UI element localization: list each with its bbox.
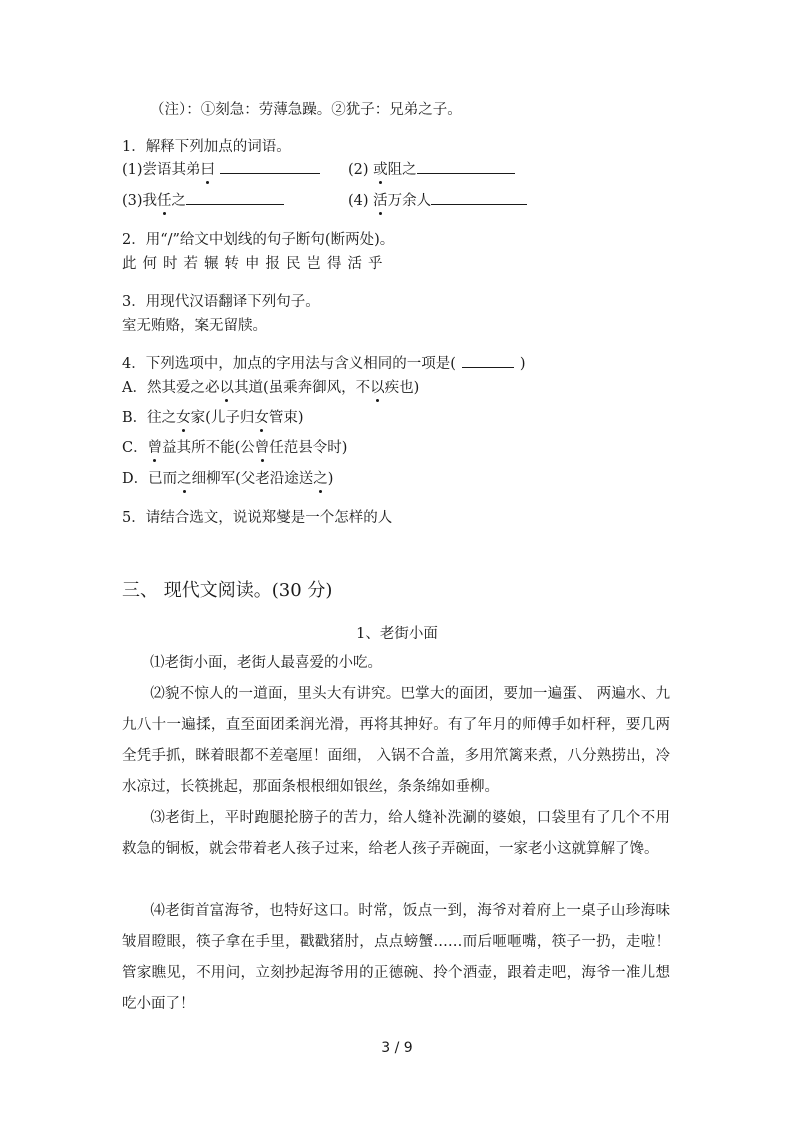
article-paragraph-4 bbox=[122, 896, 670, 1020]
dotted-word: 女 bbox=[254, 410, 269, 426]
option-text: D．已而 bbox=[122, 471, 178, 487]
option-text: C． bbox=[122, 440, 148, 456]
answer-blank[interactable] bbox=[462, 352, 514, 368]
question-2-sentence: 此何时若辗转申报民岂得活乎 bbox=[122, 256, 389, 272]
question-1-item-1 bbox=[122, 158, 320, 180]
dotted-word: 以 bbox=[370, 380, 385, 396]
item-number: (1) bbox=[122, 162, 143, 178]
option-b[interactable] bbox=[122, 408, 304, 428]
question-4-title bbox=[122, 352, 526, 374]
answer-blank[interactable] bbox=[186, 189, 284, 205]
item-text: 万余人 bbox=[387, 193, 432, 209]
article-paragraph-2 bbox=[122, 679, 670, 803]
item-number: (3)我 bbox=[122, 193, 158, 209]
item-text: 阻之 bbox=[387, 162, 417, 178]
question-1-item-3 bbox=[122, 189, 284, 211]
option-a[interactable] bbox=[122, 378, 419, 398]
annotation-note: （注）：①刻急：劳薄急躁。②犹子：兄弟之子。 bbox=[150, 102, 462, 118]
option-text: 益其所不能(公 bbox=[162, 440, 255, 456]
question-1-item-2 bbox=[348, 158, 515, 180]
option-d[interactable] bbox=[122, 469, 333, 489]
dotted-word: 女 bbox=[176, 410, 191, 426]
question-1-title: 1．解释下列加点的词语。 bbox=[122, 139, 291, 155]
item-number: (2) bbox=[348, 162, 374, 178]
option-text: A．然其爱之必 bbox=[122, 380, 220, 396]
dotted-word: 以 bbox=[219, 380, 234, 396]
question-1-item-4 bbox=[348, 189, 527, 211]
question-3-title: 3．用现代汉语翻译下列句子。 bbox=[122, 294, 320, 310]
option-text: ) bbox=[327, 471, 334, 487]
answer-blank[interactable] bbox=[220, 158, 320, 174]
option-text: B．往之 bbox=[122, 410, 177, 426]
dotted-word: 曰 bbox=[200, 162, 216, 178]
paragraph-text: ⑴老街小面，老街人最喜爱的小吃。 bbox=[150, 655, 382, 671]
question-4-stem-end: ) bbox=[519, 356, 526, 372]
paragraph-text: ⑷老街首富海爷，也特好这口。时常，饭点一到，海爷对着府上一桌子山珍海味皱眉瞪眼，筷子拿在手里，戳戳猪肘，点点螃蟹……而后咂咂嘴，筷子一扔，走啦！ 管家瞧见，不用问，立刻抄起海爷用的正德碗、拎个酒壶，跟着走吧，海爷一准儿想吃小面了！ bbox=[122, 903, 670, 1012]
question-5-title: 5．请结合选文，说说郑燮是一个怎样的人 bbox=[122, 510, 393, 526]
paragraph-text: ⑵貌不惊人的一道面，里头大有讲究。巴掌大的面团，要加一遍蛋、 两遍水、九九八十一遍揉，直至面团柔润光滑，再将其抻好。有了年月的师傅手如杆秤，要几两全凭手抓，眯着眼都不差毫厘！面细， 入锅不合盖，多用笊篱来煮，八分熟捞出，冷水凉过，长筷挑起，那面条根根细如银丝，条条绵如垂柳。 bbox=[122, 686, 670, 795]
option-text: 疾也) bbox=[384, 380, 420, 396]
page-number: 3 / 9 bbox=[381, 1040, 413, 1056]
question-3-sentence: 室无贿赂，案无留牍。 bbox=[122, 318, 267, 334]
dotted-word: 曾 bbox=[254, 440, 270, 456]
question-4-stem: 4．下列选项中，加点的字用法与含义相同的一项是( bbox=[122, 356, 456, 372]
item-number: (4) bbox=[348, 193, 374, 209]
option-text: 其道(虽乘奔御风，不 bbox=[233, 380, 371, 396]
section-3-heading: 三、 现代文阅读。(30 分) bbox=[122, 580, 333, 601]
article-paragraph-1 bbox=[122, 648, 670, 679]
option-c[interactable] bbox=[122, 438, 347, 458]
dotted-word: 活 bbox=[373, 193, 388, 209]
option-text: 家(儿子归 bbox=[190, 410, 255, 426]
option-text: 管束) bbox=[268, 410, 304, 426]
dotted-word: 之 bbox=[313, 471, 328, 487]
question-2-title: 2．用“/”给文中划线的句子断句(断两处)。 bbox=[122, 232, 395, 248]
option-text: 任范县令时) bbox=[269, 440, 348, 456]
option-text: 细柳军(父老沿途送 bbox=[191, 471, 314, 487]
answer-blank[interactable] bbox=[431, 189, 527, 205]
article-paragraph-3 bbox=[122, 803, 670, 865]
answer-blank[interactable] bbox=[417, 158, 515, 174]
item-text: 尝语其弟 bbox=[142, 162, 201, 178]
article-title: 1、老街小面 bbox=[356, 626, 438, 642]
dotted-word: 之 bbox=[177, 471, 192, 487]
item-text: 之 bbox=[171, 193, 187, 209]
paragraph-text: ⑶老街上，平时跑腿抡膀子的苦力，给人缝补洗涮的婆娘，口袋里有了几个不用救急的铜板，就会带着老人孩子过来，给老人孩子弄碗面，一家老小这就算解了馋。 bbox=[122, 810, 670, 857]
dotted-word: 曾 bbox=[147, 440, 163, 456]
dotted-word: 任 bbox=[157, 193, 172, 209]
dotted-word: 或 bbox=[373, 162, 388, 178]
